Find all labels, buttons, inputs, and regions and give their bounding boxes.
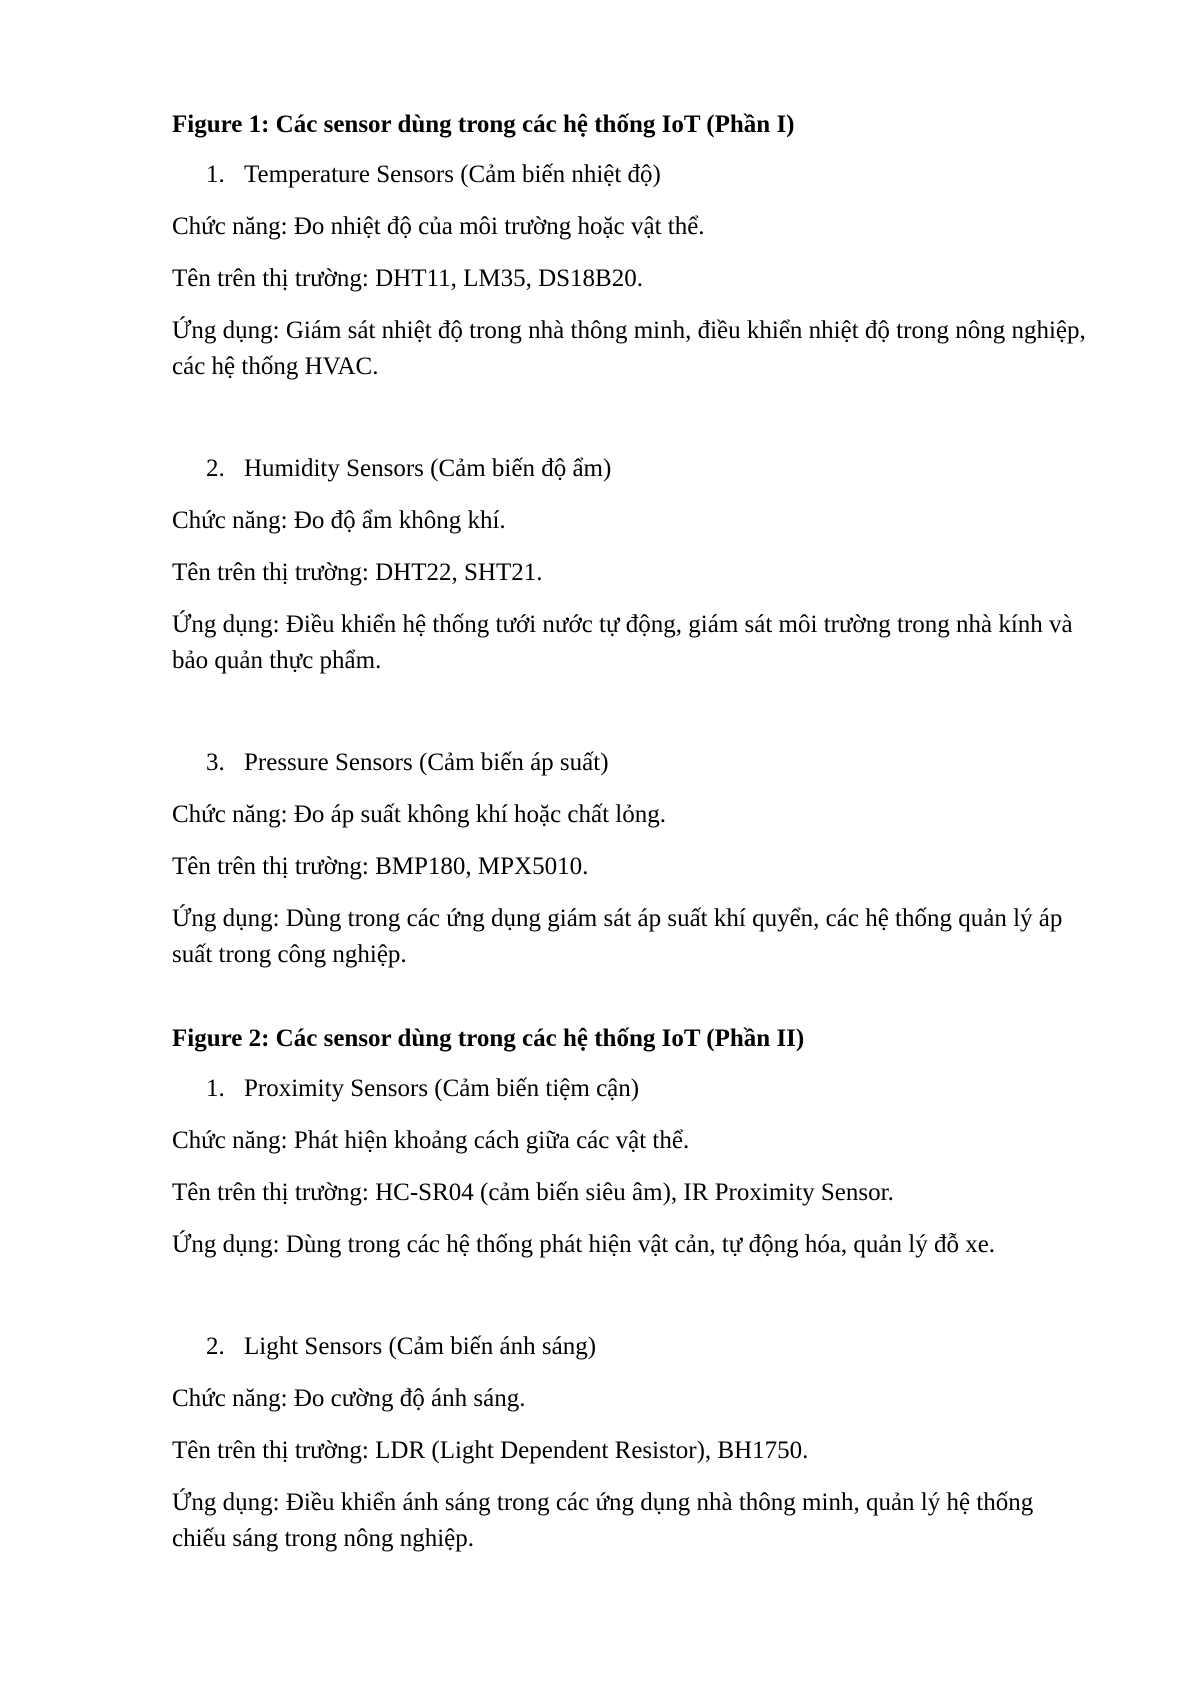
sensor-function: Chức năng: Phát hiện khoảng cách giữa các vật thể. — [172, 1127, 690, 1154]
sensor-application: Ứng dụng: Điều khiển ánh sáng trong các ứng dụng nhà thông minh, quản lý hệ thống chiếu sáng trong nông nghiệp. — [172, 1489, 1034, 1552]
list-number: 2. — [206, 1333, 225, 1360]
sensor-market-names: Tên trên thị trường: BMP180, MPX5010. — [172, 853, 589, 880]
sensor-application: Ứng dụng: Dùng trong các hệ thống phát hiện vật cản, tự động hóa, quản lý đỗ xe. — [172, 1231, 996, 1258]
list-number: 1. — [206, 161, 225, 188]
sensor-market-names: Tên trên thị trường: DHT11, LM35, DS18B20. — [172, 265, 643, 292]
sensor-function: Chức năng: Đo độ ẩm không khí. — [172, 507, 506, 534]
sensor-application: Ứng dụng: Điều khiển hệ thống tưới nước tự động, giám sát môi trường trong nhà kính và bảo quản thực phẩm. — [172, 611, 1073, 674]
sensor-heading — [206, 1073, 1090, 1105]
sensor-heading — [206, 1331, 1090, 1363]
sensor-heading-text: Temperature Sensors (Cảm biến nhiệt độ) — [244, 161, 661, 188]
sensor-function: Chức năng: Đo cường độ ánh sáng. — [172, 1385, 526, 1412]
sensor-proximity — [172, 1073, 1090, 1263]
sensor-market-names: Tên trên thị trường: HC-SR04 (cảm biến siêu âm), IR Proximity Sensor. — [172, 1179, 894, 1206]
sensor-function: Chức năng: Đo nhiệt độ của môi trường hoặc vật thể. — [172, 213, 705, 240]
sensor-market-names: Tên trên thị trường: DHT22, SHT21. — [172, 559, 543, 586]
sensor-application: Ứng dụng: Giám sát nhiệt độ trong nhà thông minh, điều khiển nhiệt độ trong nông nghiệp, các hệ thống HVAC. — [172, 317, 1086, 380]
sensor-market-names: Tên trên thị trường: LDR (Light Dependent Resistor), BH1750. — [172, 1437, 809, 1464]
sensor-application: Ứng dụng: Dùng trong các ứng dụng giám sát áp suất khí quyển, các hệ thống quản lý áp suất trong công nghiệp. — [172, 905, 1063, 968]
list-number: 3. — [206, 749, 225, 776]
sensor-humidity — [172, 453, 1090, 679]
list-number: 2. — [206, 455, 225, 482]
sensor-heading-text: Light Sensors (Cảm biến ánh sáng) — [244, 1333, 597, 1360]
figure-2-title: Figure 2: Các sensor dùng trong các hệ thống IoT (Phần II) — [172, 1025, 805, 1052]
sensor-light — [172, 1331, 1090, 1557]
figure-1-title: Figure 1: Các sensor dùng trong các hệ thống IoT (Phần I) — [172, 111, 795, 138]
sensor-heading — [206, 453, 1090, 485]
figure-1-section — [172, 109, 1090, 973]
sensor-heading-text: Proximity Sensors (Cảm biến tiệm cận) — [244, 1075, 640, 1102]
list-number: 1. — [206, 1075, 225, 1102]
sensor-function: Chức năng: Đo áp suất không khí hoặc chất lỏng. — [172, 801, 667, 828]
sensor-temperature — [172, 159, 1090, 385]
sensor-heading-text: Pressure Sensors (Cảm biến áp suất) — [244, 749, 609, 776]
figure-2-section — [172, 1023, 1090, 1557]
sensor-heading — [206, 159, 1090, 191]
sensor-pressure — [172, 747, 1090, 973]
sensor-heading-text: Humidity Sensors (Cảm biến độ ẩm) — [244, 455, 612, 482]
sensor-heading — [206, 747, 1090, 779]
